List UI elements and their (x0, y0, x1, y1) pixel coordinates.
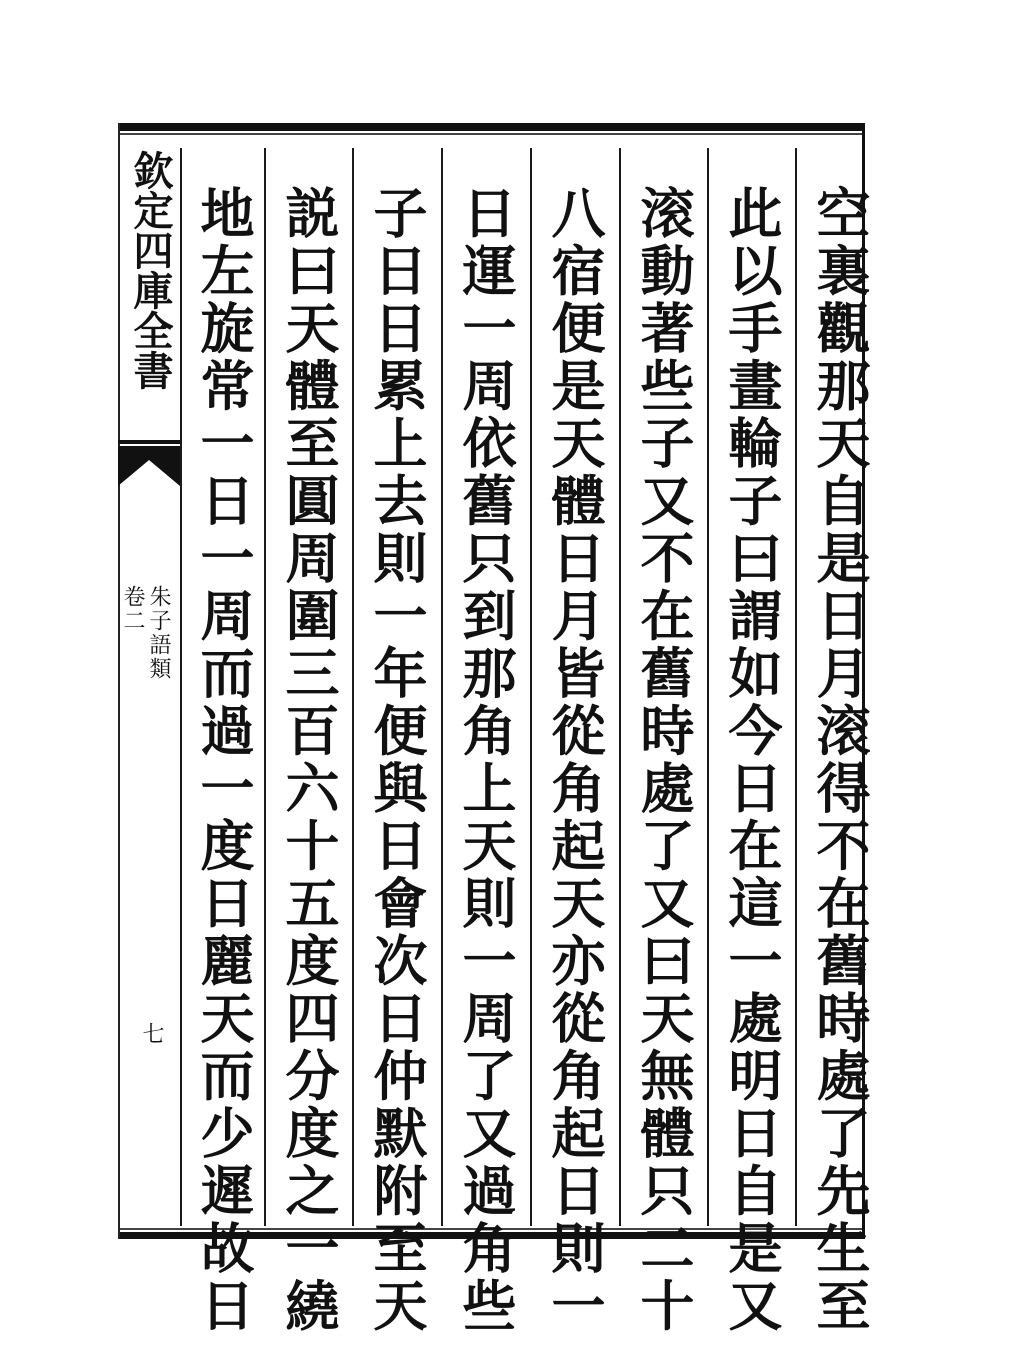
text-column-3: 滚動著些子又不在舊時處了又曰天無體只二十 (632, 185, 696, 1335)
column-divider (530, 148, 532, 1226)
text-column-7: 説曰天體至圓周圍三百六十五度四分度之一繞 (277, 185, 341, 1335)
margin-book-title: 朱子語類 (146, 585, 171, 681)
top-border (118, 123, 862, 131)
column-divider (795, 148, 797, 1226)
margin-volume: 卷二 (120, 585, 145, 633)
text-column-1: 空裏觀那天自是日月滚得不在舊時處了先生至 (808, 185, 872, 1335)
text-column-8: 地左旋常一日一周而過一度日麗天而少遲故日 (192, 185, 256, 1335)
top-border-inner (118, 133, 862, 135)
margin-title: 欽定四庫全書 (127, 150, 174, 390)
column-divider (264, 148, 266, 1226)
fishtail-ornament (118, 446, 180, 492)
column-divider (619, 148, 621, 1226)
margin-page-number: 七 (139, 1022, 164, 1044)
text-column-6: 子日日累上去則一年便與日會次日仲默附至天 (365, 185, 429, 1335)
column-divider (707, 148, 709, 1226)
text-column-5: 日運一周依舊只到那角上天則一周了又過角些 (454, 185, 518, 1335)
fishtail-bar (118, 440, 180, 444)
column-divider (180, 148, 182, 1226)
column-divider (441, 148, 443, 1226)
text-column-2: 此以手畫輪子曰謂如今日在這一處明日自是又 (720, 185, 784, 1335)
text-column-4: 八宿便是天體日月皆從角起天亦從角起日則一 (543, 185, 607, 1335)
column-divider (352, 148, 354, 1226)
